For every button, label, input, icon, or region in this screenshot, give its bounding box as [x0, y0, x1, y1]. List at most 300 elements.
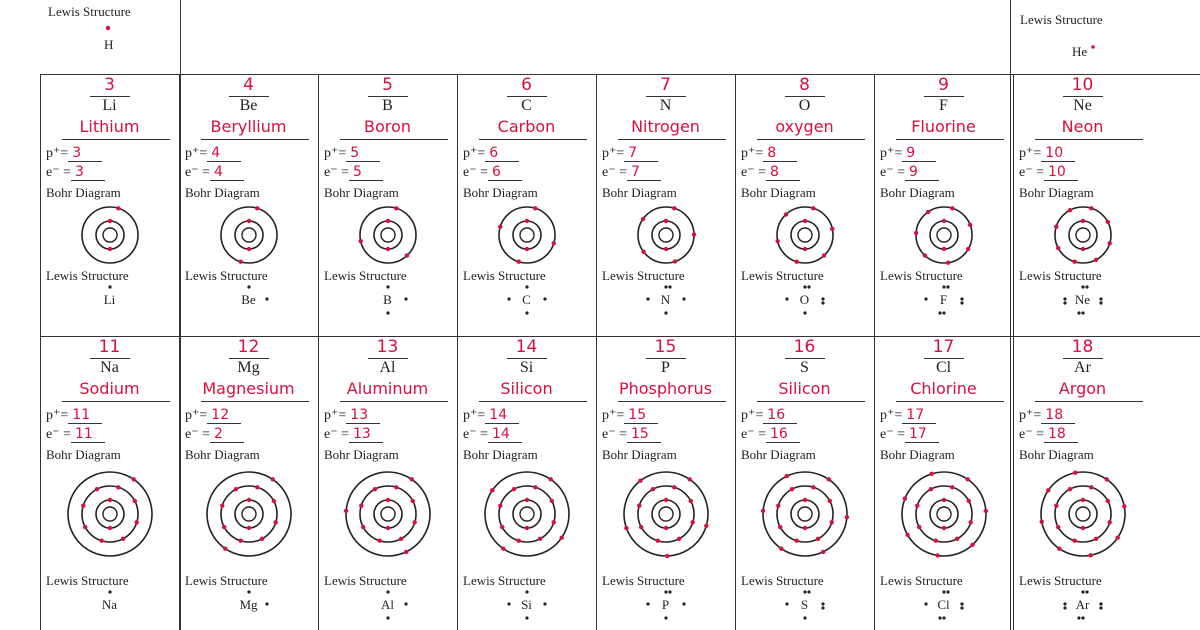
lewis-dots: [366, 285, 410, 315]
valence-dot: [946, 590, 949, 593]
lewis-dots: [505, 285, 549, 315]
electrons-label: e⁻ =: [741, 165, 766, 180]
electron-shell: [791, 221, 819, 249]
electron-dot: [377, 539, 381, 543]
name-underline: [340, 139, 448, 140]
valence-dot: [1081, 311, 1084, 314]
electron-dot: [500, 525, 504, 529]
protons-value: 17: [902, 407, 936, 424]
electrons-label: e⁻ =: [602, 427, 627, 442]
h-lewis-label: Lewis Structure: [48, 4, 131, 19]
protons-label: p⁺=: [1019, 408, 1042, 423]
electron-dot: [950, 485, 954, 489]
lewis-label: Lewis Structure: [46, 573, 129, 588]
electron-dot: [941, 498, 945, 502]
electrons-value: 3: [71, 164, 105, 181]
protons-value: 12: [207, 407, 241, 424]
electrons-value: 15: [627, 426, 661, 443]
electrons-label: e⁻ =: [185, 165, 210, 180]
nucleus: [381, 228, 395, 242]
electron-shell: [763, 472, 847, 556]
electron-dot: [490, 488, 494, 492]
protons-value: 13: [346, 407, 380, 424]
electron-dot: [524, 247, 528, 251]
element-cell-na: [40, 337, 179, 630]
lewis-dots: [88, 285, 132, 315]
bohr-label: Bohr Diagram: [741, 185, 816, 200]
element-symbol: C: [521, 97, 532, 114]
protons-label: p⁺=: [185, 408, 208, 423]
electron-dot: [640, 217, 644, 221]
electron-dot: [965, 477, 969, 481]
lewis-symbol: Cl: [937, 597, 950, 612]
electron-shell: [1069, 221, 1097, 249]
electron-dot: [950, 206, 954, 210]
electron-dot: [398, 537, 402, 541]
nucleus: [103, 228, 117, 242]
element-cell-si: [457, 337, 596, 630]
protons-label: p⁺=: [463, 408, 486, 423]
protons-line: [602, 407, 658, 424]
valence-dot: [682, 297, 685, 300]
atomic-number: 15: [654, 337, 677, 357]
name-underline: [757, 139, 865, 140]
lewis-symbol: O: [799, 292, 810, 307]
electrons-value: 11: [71, 426, 105, 443]
valence-dot: [646, 602, 649, 605]
electron-dot: [760, 509, 764, 513]
electron-dot: [537, 537, 541, 541]
electron-dot: [663, 247, 667, 251]
valence-dot: [942, 590, 945, 593]
protons-line: [463, 145, 519, 162]
electron-dot: [1105, 499, 1109, 503]
electron-dot: [966, 247, 970, 251]
electrons-label: e⁻ =: [880, 427, 905, 442]
valence-dot: [821, 297, 824, 300]
bohr-label: Bohr Diagram: [463, 447, 538, 462]
protons-line: [741, 407, 797, 424]
electron-dot: [913, 231, 917, 235]
bohr-label: Bohr Diagram: [324, 185, 399, 200]
electron-dot: [929, 472, 933, 476]
valence-dot: [1063, 606, 1066, 609]
valence-dot: [803, 311, 806, 314]
bohr-diagram: [482, 469, 572, 559]
protons-value: 18: [1041, 407, 1075, 424]
electron-dot: [954, 537, 958, 541]
element-symbol: Mg: [237, 359, 260, 376]
lewis-label: Lewis Structure: [1019, 268, 1102, 283]
electrons-value: 4: [210, 164, 244, 181]
element-cell-b: [318, 75, 457, 336]
bohr-diagram: [1051, 203, 1115, 267]
electron-dot: [902, 496, 906, 500]
valence-dot: [664, 590, 667, 593]
valence-dot: [543, 297, 546, 300]
valence-dot: [386, 590, 389, 593]
nucleus: [659, 228, 673, 242]
atomic-number: 11: [98, 337, 121, 357]
bohr-diagram: [204, 469, 294, 559]
element-name: Nitrogen: [631, 117, 700, 136]
protons-line: [185, 407, 241, 424]
electron-dot: [1104, 477, 1108, 481]
electron-dot: [1067, 487, 1071, 491]
lewis-dots: [505, 590, 549, 620]
element-cell-li: [40, 75, 179, 336]
element-name: Carbon: [497, 117, 556, 136]
electron-dot: [1039, 520, 1043, 524]
electron-dot: [1122, 504, 1126, 508]
valence-dot: [807, 590, 810, 593]
protons-line: [880, 145, 936, 162]
element-cell-c: [457, 75, 596, 336]
lewis-dots: [1061, 590, 1105, 620]
electron-dot: [802, 498, 806, 502]
valence-dot: [525, 616, 528, 619]
electrons-label: e⁻ =: [880, 165, 905, 180]
electron-dot: [273, 520, 277, 524]
protons-label: p⁺=: [185, 146, 208, 161]
bohr-label: Bohr Diagram: [602, 185, 677, 200]
element-name: Sodium: [79, 379, 140, 398]
valence-dot: [785, 297, 788, 300]
valence-dot: [682, 602, 685, 605]
lewis-symbol: S: [800, 597, 809, 612]
bohr-diagram: [1038, 469, 1128, 559]
protons-value: 8: [763, 145, 797, 162]
electron-dot: [928, 487, 932, 491]
element-name: Magnesium: [202, 379, 295, 398]
electron-shell: [96, 221, 124, 249]
electron-dot: [933, 539, 937, 543]
electron-dot: [359, 504, 363, 508]
element-name: Silicon: [778, 379, 831, 398]
element-cell-o: [735, 75, 874, 336]
nucleus: [798, 507, 812, 521]
electron-dot: [233, 487, 237, 491]
electron-dot: [238, 539, 242, 543]
valence-dot: [924, 602, 927, 605]
element-cell-f: [874, 75, 1013, 336]
electron-dot: [404, 550, 408, 554]
protons-label: p⁺=: [463, 146, 486, 161]
electron-dot: [815, 537, 819, 541]
element-cell-ne: [1013, 75, 1152, 336]
electron-dot: [1072, 260, 1076, 264]
element-symbol: Be: [239, 97, 258, 114]
electron-shell: [221, 207, 277, 263]
electron-shell: [1069, 500, 1097, 528]
protons-label: p⁺=: [1019, 146, 1042, 161]
electron-dot: [1056, 525, 1060, 529]
bohr-label: Bohr Diagram: [880, 185, 955, 200]
element-symbol: Al: [379, 359, 396, 376]
lewis-label: Lewis Structure: [602, 268, 685, 283]
name-underline: [618, 139, 726, 140]
electron-dot: [967, 223, 971, 227]
lewis-dots: [644, 590, 688, 620]
electron-dot: [663, 526, 667, 530]
valence-dot: [1099, 602, 1102, 605]
electron-dot: [794, 260, 798, 264]
electrons-value: 8: [766, 164, 800, 181]
lewis-label: Lewis Structure: [324, 268, 407, 283]
element-symbol: Si: [519, 359, 534, 376]
electron-shell: [499, 207, 555, 263]
valence-dot: [1099, 297, 1102, 300]
valence-dot: [108, 285, 111, 288]
valence-dot: [1085, 590, 1088, 593]
electron-shell: [207, 472, 291, 556]
bohr-diagram: [343, 469, 433, 559]
atomic-number: 14: [515, 337, 538, 357]
lewis-label: Lewis Structure: [185, 573, 268, 588]
electron-dot: [394, 206, 398, 210]
electrons-line: [185, 426, 244, 443]
atomic-number: 12: [237, 337, 260, 357]
electron-dot: [778, 525, 782, 529]
bohr-diagram: [217, 203, 281, 267]
protons-label: p⁺=: [324, 408, 347, 423]
valence-dot: [1081, 285, 1084, 288]
protons-label: p⁺=: [324, 146, 347, 161]
valence-dot: [668, 285, 671, 288]
element-cell-ar: [1013, 337, 1152, 630]
electron-dot: [676, 537, 680, 541]
electron-dot: [107, 526, 111, 530]
name-underline: [896, 401, 1004, 402]
valence-dot: [108, 590, 111, 593]
electrons-value: 16: [766, 426, 800, 443]
electron-shell: [499, 486, 555, 542]
lewis-dots: [922, 285, 966, 315]
lewis-dots: [644, 285, 688, 315]
electron-dot: [498, 225, 502, 229]
electron-dot: [821, 253, 825, 257]
electron-dot: [1107, 520, 1111, 524]
valence-dot: [1077, 616, 1080, 619]
valence-dot: [942, 285, 945, 288]
electron-dot: [650, 487, 654, 491]
lewis-dots: [1061, 285, 1105, 315]
protons-value: 15: [624, 407, 658, 424]
h-lewis-symbol: H: [104, 37, 114, 52]
electron-dot: [107, 219, 111, 223]
bohr-diagram: [356, 203, 420, 267]
electron-dot: [968, 520, 972, 524]
nucleus: [242, 228, 256, 242]
nucleus: [242, 507, 256, 521]
lewis-symbol: Ar: [1075, 597, 1090, 612]
atomic-number: 18: [1071, 337, 1094, 357]
name-underline: [896, 139, 1004, 140]
electron-dot: [255, 206, 259, 210]
bohr-label: Bohr Diagram: [1019, 185, 1094, 200]
electron-dot: [794, 539, 798, 543]
electrons-line: [1019, 426, 1078, 443]
electron-dot: [1080, 526, 1084, 530]
electrons-value: 18: [1044, 426, 1078, 443]
atomic-number: 6: [521, 75, 532, 95]
electron-dot: [655, 539, 659, 543]
nucleus: [937, 507, 951, 521]
valence-dot: [1063, 297, 1066, 300]
electrons-value: 2: [210, 426, 244, 443]
electron-dot: [704, 524, 708, 528]
valence-dot: [646, 297, 649, 300]
electron-dot: [132, 499, 136, 503]
protons-label: p⁺=: [741, 408, 764, 423]
electron-dot: [784, 474, 788, 478]
electron-dot: [1093, 258, 1097, 262]
electron-dot: [1089, 485, 1093, 489]
nucleus: [520, 228, 534, 242]
name-underline: [201, 401, 309, 402]
electron-dot: [255, 485, 259, 489]
electrons-value: 10: [1044, 164, 1078, 181]
electrons-label: e⁻ =: [46, 165, 71, 180]
element-symbol: Ar: [1074, 359, 1091, 376]
electron-dot: [524, 526, 528, 530]
lewis-symbol: P: [661, 597, 670, 612]
electron-dot: [941, 526, 945, 530]
valence-dot: [938, 616, 941, 619]
electron-shell: [96, 500, 124, 528]
element-symbol: F: [939, 97, 948, 114]
valence-dot: [507, 602, 510, 605]
electron-dot: [94, 487, 98, 491]
electrons-line: [185, 164, 244, 181]
electron-dot: [926, 210, 930, 214]
electron-dot: [533, 206, 537, 210]
electron-shell: [346, 472, 430, 556]
bohr-diagram: [634, 203, 698, 267]
protons-value: 4: [207, 145, 241, 162]
element-symbol: Na: [100, 359, 119, 376]
protons-label: p⁺=: [741, 146, 764, 161]
protons-value: 7: [624, 145, 658, 162]
atomic-number: 10: [1071, 75, 1094, 95]
electrons-label: e⁻ =: [602, 165, 627, 180]
electrons-line: [880, 164, 939, 181]
electron-dot: [385, 526, 389, 530]
name-underline: [1035, 139, 1143, 140]
electron-dot: [551, 520, 555, 524]
protons-value: 11: [68, 407, 102, 424]
electron-dot: [802, 219, 806, 223]
electrons-value: 9: [905, 164, 939, 181]
electron-dot: [343, 509, 347, 513]
electron-dot: [409, 477, 413, 481]
electron-dot: [779, 547, 783, 551]
protons-label: p⁺=: [602, 146, 625, 161]
he-lewis-dot: [1090, 44, 1096, 50]
valence-dot: [960, 301, 963, 304]
electrons-label: e⁻ =: [741, 427, 766, 442]
electron-dot: [946, 261, 950, 265]
lewis-label: Lewis Structure: [185, 268, 268, 283]
electrons-label: e⁻ =: [463, 427, 488, 442]
electrons-label: e⁻ =: [46, 427, 71, 442]
electron-dot: [524, 498, 528, 502]
electron-dot: [917, 525, 921, 529]
electron-shell: [374, 221, 402, 249]
bohr-diagram: [78, 203, 142, 267]
electron-dot: [81, 504, 85, 508]
bohr-label: Bohr Diagram: [602, 447, 677, 462]
electron-shell: [638, 486, 694, 542]
valence-dot: [785, 602, 788, 605]
bohr-diagram: [912, 203, 976, 267]
element-name: Lithium: [79, 117, 140, 136]
electrons-line: [46, 426, 105, 443]
valence-dot: [265, 602, 268, 605]
atomic-number: 4: [243, 75, 254, 95]
element-name: Neon: [1061, 117, 1104, 136]
electron-dot: [783, 212, 787, 216]
electron-dot: [120, 537, 124, 541]
electrons-value: 13: [349, 426, 383, 443]
electrons-line: [741, 426, 800, 443]
electron-dot: [99, 539, 103, 543]
electron-dot: [827, 499, 831, 503]
electron-dot: [549, 499, 553, 503]
valence-dot: [942, 311, 945, 314]
electron-dot: [1080, 498, 1084, 502]
electron-dot: [116, 485, 120, 489]
valence-dot: [664, 616, 667, 619]
valence-dot: [946, 285, 949, 288]
atomic-number: 8: [799, 75, 810, 95]
protons-line: [324, 145, 380, 162]
electron-shell: [513, 500, 541, 528]
electrons-value: 5: [349, 164, 383, 181]
element-cell-p: [596, 337, 735, 630]
electron-dot: [107, 247, 111, 251]
electron-shell: [374, 500, 402, 528]
lewis-symbol: C: [522, 292, 531, 307]
electron-dot: [548, 477, 552, 481]
element-cell-cl: [874, 337, 1013, 630]
valence-dot: [821, 606, 824, 609]
electron-dot: [811, 206, 815, 210]
lewis-dots: [922, 590, 966, 620]
electron-shell: [930, 221, 958, 249]
valence-dot: [807, 285, 810, 288]
lewis-symbol: F: [939, 292, 948, 307]
electron-dot: [372, 487, 376, 491]
electron-dot: [637, 504, 641, 508]
atomic-number: 13: [376, 337, 399, 357]
electron-shell: [791, 500, 819, 528]
lewis-symbol: Be: [241, 292, 256, 307]
protons-label: p⁺=: [602, 408, 625, 423]
electron-dot: [238, 260, 242, 264]
lewis-dots: [366, 590, 410, 620]
valence-dot: [821, 301, 824, 304]
element-cell-s: [735, 337, 874, 630]
electron-dot: [1080, 247, 1084, 251]
electron-dot: [385, 498, 389, 502]
electron-shell: [652, 221, 680, 249]
name-underline: [757, 401, 865, 402]
electrons-label: e⁻ =: [1019, 165, 1044, 180]
name-underline: [1035, 401, 1143, 402]
electron-dot: [970, 543, 974, 547]
electron-dot: [821, 550, 825, 554]
